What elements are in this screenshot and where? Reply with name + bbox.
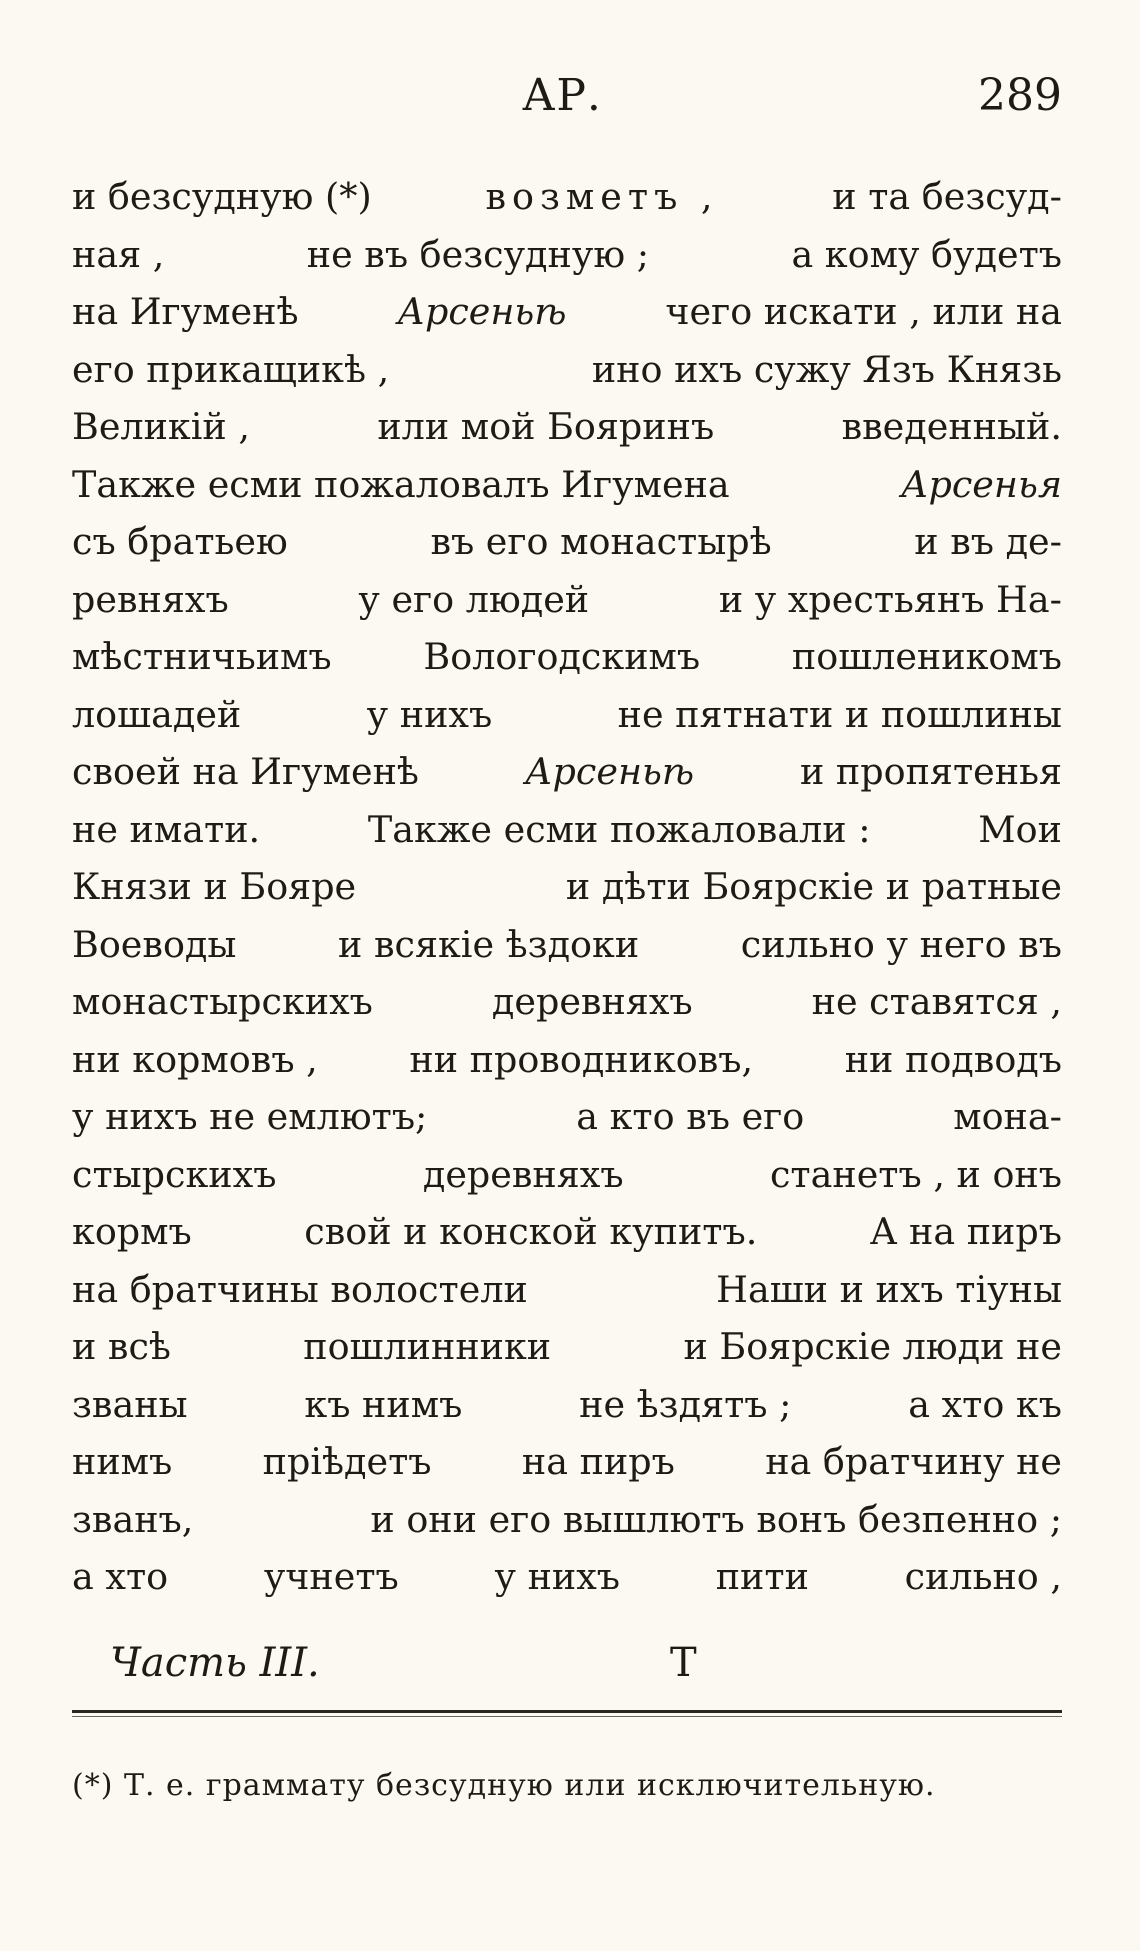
text-segment: и Боярскіе люди не xyxy=(683,1325,1062,1368)
text-segment: не въ безсудную ; xyxy=(306,232,650,276)
footnote-rule-thin xyxy=(72,1716,1062,1717)
footnote: (*) Т. е. граммату безсудную или исключительную. xyxy=(72,1768,936,1803)
text-line xyxy=(72,513,1062,571)
text-segment: сильно , xyxy=(904,1555,1062,1598)
text-segment: не ѣздятъ ; xyxy=(579,1382,792,1426)
text-segment: пити xyxy=(715,1555,809,1598)
page-number: 289 xyxy=(978,70,1062,121)
text-segment: на Игуменѣ xyxy=(72,290,299,333)
text-segment: ни проводниковъ, xyxy=(409,1037,754,1081)
text-segment: чего искати , или на xyxy=(665,290,1062,333)
text-line xyxy=(72,1088,1062,1146)
text-segment: ни кормовъ , xyxy=(72,1037,318,1081)
text-segment: пріѣдетъ xyxy=(262,1440,432,1483)
text-segment: а кому будетъ xyxy=(791,232,1062,276)
text-segment: у нихъ xyxy=(494,1555,621,1598)
text-segment: Также есми пожаловалъ Игумена xyxy=(72,462,730,506)
text-segment: и они его вышлютъ вонъ безпенно ; xyxy=(370,1497,1062,1541)
text-segment: не имати. xyxy=(72,807,261,851)
text-segment: и та безсуд- xyxy=(832,175,1062,218)
text-segment: званы xyxy=(72,1382,188,1426)
text-segment: съ братьею xyxy=(72,520,288,563)
text-segment: у его людей xyxy=(358,577,590,621)
text-segment: нимъ xyxy=(72,1440,173,1483)
text-line xyxy=(72,456,1062,514)
text-segment: не ставятся , xyxy=(811,980,1062,1023)
text-line xyxy=(72,1261,1062,1319)
text-segment: или мой Бояринъ xyxy=(377,405,715,448)
text-line xyxy=(72,168,1062,226)
text-line xyxy=(72,283,1062,341)
text-segment: введенный. xyxy=(841,405,1062,448)
text-segment: и дѣти Боярскіе и ратные xyxy=(565,865,1062,908)
text-segment: у нихъ xyxy=(366,692,493,736)
text-segment: Мои xyxy=(978,807,1062,851)
text-line xyxy=(72,801,1062,859)
text-segment: ни подводъ xyxy=(844,1037,1062,1081)
text-line xyxy=(72,1318,1062,1376)
text-segment: Арсенья xyxy=(900,462,1062,506)
text-segment: у нихъ не емлютъ; xyxy=(72,1095,428,1138)
text-segment: ная , xyxy=(72,232,165,276)
text-line xyxy=(72,226,1062,284)
footnote-rule xyxy=(72,1710,1062,1713)
text-line xyxy=(72,858,1062,916)
text-line xyxy=(72,686,1062,744)
text-segment: деревняхъ xyxy=(491,980,693,1023)
body-text xyxy=(72,168,1062,1606)
text-segment: лошадей xyxy=(72,692,242,736)
text-segment: и у хрестьянъ На- xyxy=(718,577,1062,621)
text-segment: учнетъ xyxy=(263,1555,399,1598)
text-segment: Вологодскимъ xyxy=(423,635,701,678)
text-line xyxy=(72,1031,1062,1089)
signature-mark: Т xyxy=(670,1640,697,1686)
text-segment: и въ де- xyxy=(914,520,1062,563)
text-segment: на пиръ xyxy=(521,1440,675,1483)
text-segment: А на пиръ xyxy=(869,1210,1062,1253)
text-line xyxy=(72,1548,1062,1606)
text-segment: свой и конской купитъ. xyxy=(304,1210,758,1253)
text-line xyxy=(72,341,1062,399)
text-line xyxy=(72,973,1062,1031)
signature-line xyxy=(110,1640,1010,1700)
text-line xyxy=(72,743,1062,801)
text-line xyxy=(72,1376,1062,1434)
text-segment: а кто въ его xyxy=(576,1095,805,1138)
text-segment: пошленикомъ xyxy=(791,635,1062,678)
text-segment: стырскихъ xyxy=(72,1152,277,1196)
text-segment: Арсеньѣ xyxy=(524,750,695,793)
text-line xyxy=(72,916,1062,974)
text-segment: деревняхъ xyxy=(422,1152,624,1196)
text-segment: ино ихъ сужу Язъ Князь xyxy=(591,347,1062,391)
text-segment: къ нимъ xyxy=(304,1382,463,1426)
text-segment: монастырскихъ xyxy=(72,980,373,1023)
text-segment: Князи и Бояре xyxy=(72,865,357,908)
running-head xyxy=(72,70,1062,130)
text-line xyxy=(72,1491,1062,1549)
text-segment: Арсеньѣ xyxy=(397,290,567,333)
text-segment: пошлинники xyxy=(303,1325,552,1368)
text-segment: станетъ , и онъ xyxy=(769,1152,1062,1196)
text-line xyxy=(72,1433,1062,1491)
signature-part-label: Часть III. xyxy=(110,1640,320,1686)
text-segment: и пропятенья xyxy=(800,750,1062,793)
text-segment: въ его монастырѣ xyxy=(430,520,772,563)
text-segment: на братчину не xyxy=(765,1440,1062,1483)
text-segment: мона- xyxy=(953,1095,1062,1138)
text-segment: его прикащикѣ , xyxy=(72,347,390,391)
text-segment: своей на Игуменѣ xyxy=(72,750,419,793)
text-segment: ревняхъ xyxy=(72,577,229,621)
text-segment: кормъ xyxy=(72,1210,192,1253)
running-head-title: АР. xyxy=(522,70,602,121)
text-line xyxy=(72,398,1062,456)
text-line xyxy=(72,571,1062,629)
text-segment: сильно у него въ xyxy=(740,922,1062,966)
text-segment: и безсудную (*) xyxy=(72,175,372,218)
text-segment: а хто къ xyxy=(908,1382,1062,1426)
text-segment: возметъ , xyxy=(485,175,719,218)
text-segment: мѣстничьимъ xyxy=(72,635,332,678)
text-segment: званъ, xyxy=(72,1497,194,1541)
text-line xyxy=(72,1203,1062,1261)
text-segment: на братчины волостели xyxy=(72,1267,528,1311)
text-segment: а хто xyxy=(72,1555,169,1598)
text-segment: не пятнати и пошлины xyxy=(617,692,1062,736)
text-segment: Наши и ихъ тіуны xyxy=(716,1267,1062,1311)
text-line xyxy=(72,628,1062,686)
text-segment: и всѣ xyxy=(72,1325,171,1368)
text-segment: и всякіе ѣздоки xyxy=(338,922,640,966)
text-segment: Великій , xyxy=(72,405,250,448)
text-line xyxy=(72,1146,1062,1204)
text-segment: Воеводы xyxy=(72,922,237,966)
text-segment: Также есми пожаловали : xyxy=(367,807,871,851)
